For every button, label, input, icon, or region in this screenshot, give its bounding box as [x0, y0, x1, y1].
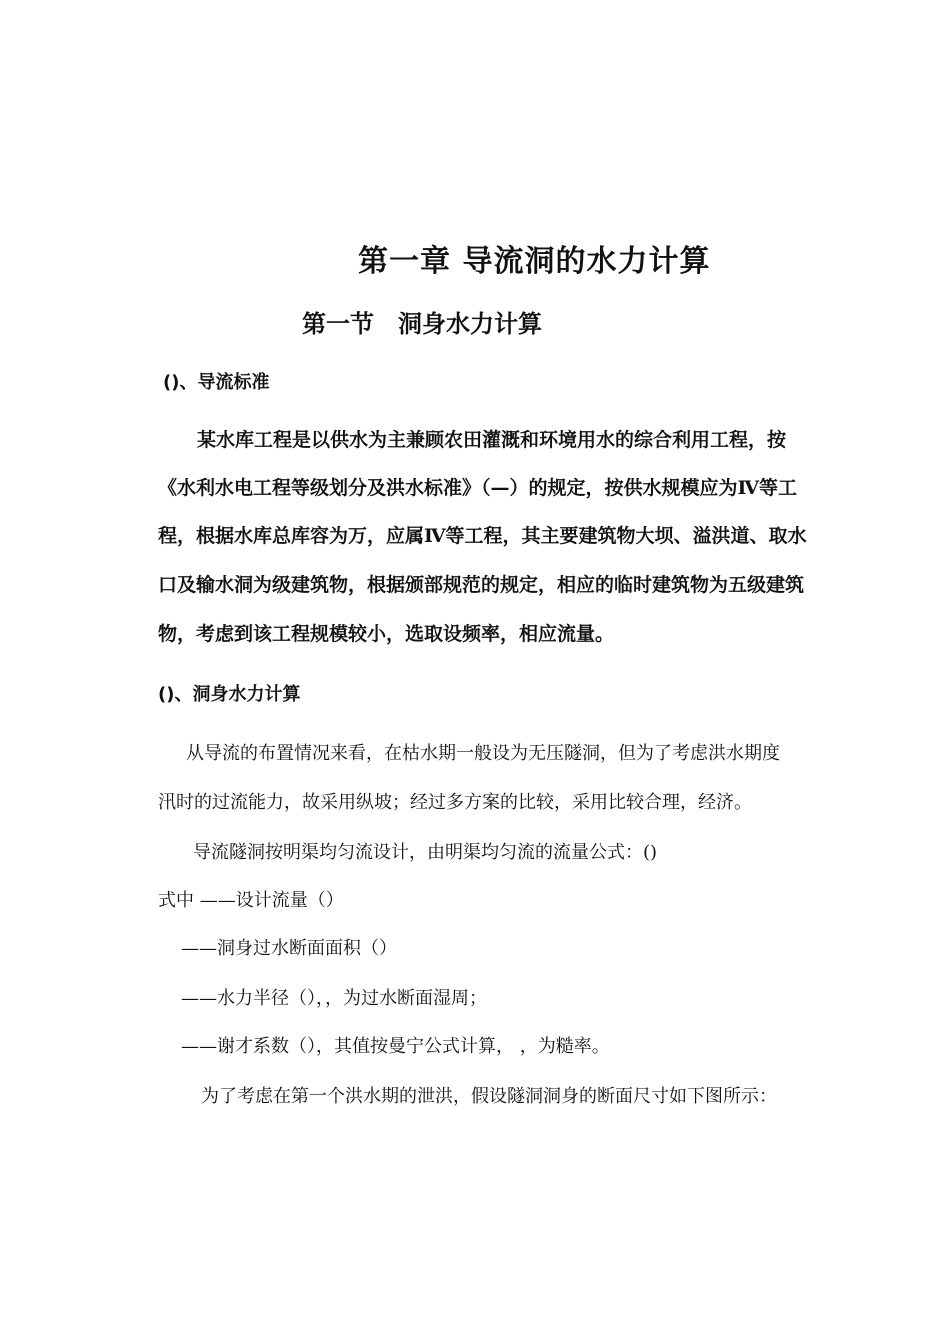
heading-flood-standard: ()、导流标准 — [163, 372, 270, 393]
heading-hydraulic-calc: ()、洞身水力计算 — [158, 684, 301, 705]
formula-intro: 导流隧洞按明渠均匀流设计，由明渠均匀流的流量公式：() — [193, 842, 658, 863]
paragraph1-line: 某水库工程是以供水为主兼顾农田灌溉和环境用水的综合利用工程，按 — [197, 429, 787, 451]
definition-line: 式中 ——设计流量（） — [158, 890, 344, 911]
definition-line: ——洞身过水断面面积（） — [181, 938, 397, 959]
paragraph1-line: 程，根据水库总库容为万，应属Ⅳ等工程，其主要建筑物大坝、溢洪道、取水 — [158, 525, 807, 547]
paragraph2-line: 从导流的布置情况来看，在枯水期一般设为无压隧洞，但为了考虑洪水期度 — [186, 743, 780, 764]
paragraph2-line: 汛时的过流能力，故采用纵坡；经过多方案的比较，采用比较合理，经济。 — [158, 792, 752, 813]
definition-line: ——谢才系数（），其值按曼宁公式计算， ，为糙率。 — [181, 1036, 610, 1057]
paragraph1-line: 物，考虑到该工程规模较小，选取设频率，相应流量。 — [158, 623, 615, 645]
closing-sentence: 为了考虑在第一个洪水期的泄洪，假设隧洞洞身的断面尺寸如下图所示： — [201, 1086, 777, 1107]
paragraph1-line: 《水利水电工程等级划分及洪水标准》（—）的规定，按供水规模应为Ⅳ等工 — [158, 477, 798, 499]
chapter-title: 第一章 导流洞的水力计算 — [358, 244, 711, 279]
definition-line: ——水力半径（），，为过水断面湿周； — [181, 988, 487, 1009]
paragraph1-line: 口及输水洞为级建筑物，根据颁部规范的规定，相应的临时建筑物为五级建筑 — [158, 574, 805, 596]
section-title: 第一节 洞身水力计算 — [302, 310, 542, 338]
